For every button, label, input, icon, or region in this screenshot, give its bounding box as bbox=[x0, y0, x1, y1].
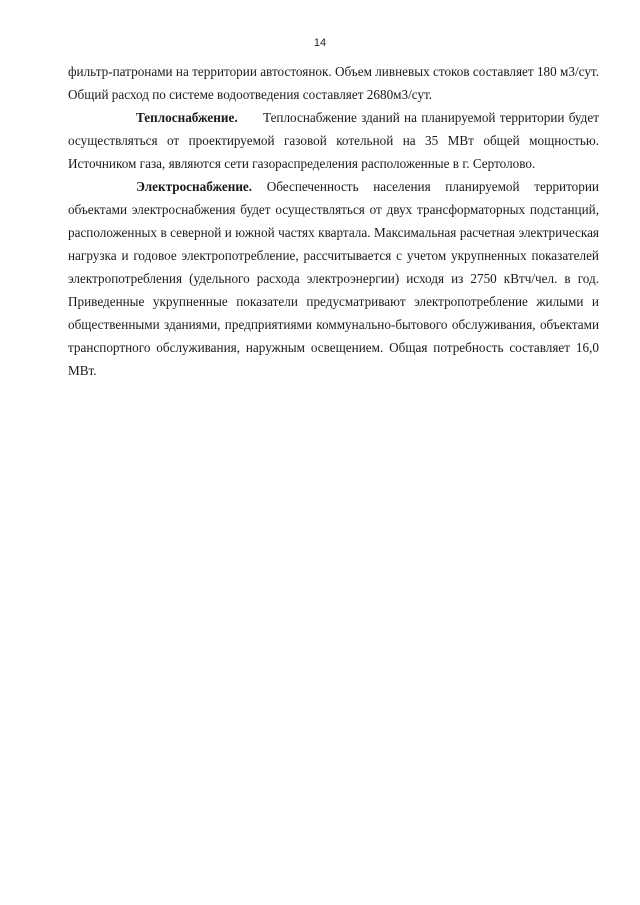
paragraph-power-supply bbox=[68, 175, 599, 382]
section-heading-power-supply: Электроснабжение. bbox=[136, 179, 253, 194]
section-heading-heat-supply: Теплоснабжение. bbox=[136, 110, 238, 125]
paragraph-sewerage bbox=[68, 60, 599, 106]
paragraph-text: Обеспеченность населения планируемой территории объектами электроснабжения будет осуществляться от двух трансформаторных подстанций, расположенных в северной и южной частях квартала. Максимальная расчетная электрическая нагрузка и годовое электропотребление, рассчитывается с учетом укрупненных показателей электропотребления (удельного расхода электроэнергии) исходя из 2750 кВтч/чел. в год. Приведенные укрупненные показатели предусматривают электропотребление жилыми и общественными зданиями, предприятиями коммунально-бытового обслуживания, объектами транспортного обслуживания, наружным освещением. Общая потребность составляет 16,0 МВт. bbox=[68, 179, 599, 378]
document-body bbox=[68, 60, 599, 382]
page-number: 14 bbox=[313, 37, 327, 49]
paragraph-text: Теплоснабжение зданий на планируемой территории будет осуществляться от проектируемой газовой котельной на 35 МВт общей мощностью. Источником газа, являются сети газораспределения расположенные в г. Сертолово. bbox=[68, 110, 599, 171]
paragraph-text: фильтр-патронами на территории автостоянок. Объем ливневых стоков составляет 180 м3/сут. Общий расход по системе водоотведения составляет 2680м3/сут. bbox=[68, 64, 599, 102]
paragraph-heat-supply bbox=[68, 106, 599, 175]
